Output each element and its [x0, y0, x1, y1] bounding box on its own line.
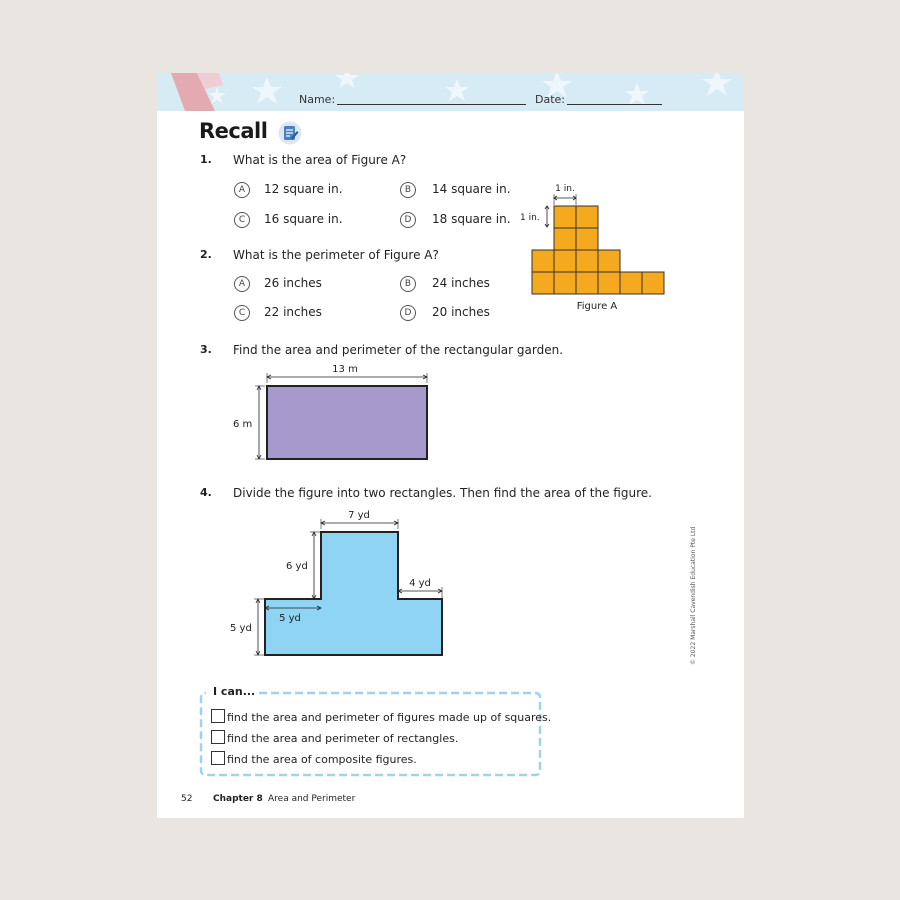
q2-option-a-bubble[interactable]: A	[234, 276, 250, 292]
q2-option-c-bubble[interactable]: C	[234, 305, 250, 321]
question-3-text: Find the area and perimeter of the rectangular garden.	[233, 343, 564, 357]
q1-option-a-text: 12 square in.	[264, 182, 343, 196]
figure-a-square	[576, 250, 598, 272]
figure-a-square	[554, 272, 576, 294]
figure-a-square	[598, 272, 620, 294]
composite-inner-label: 5 yd	[279, 613, 301, 624]
page-number: 52	[181, 794, 193, 804]
i-can-item-3: find the area of composite figures.	[227, 753, 417, 766]
figure-a-square	[576, 206, 598, 228]
figure-a-square	[642, 272, 664, 294]
q2-option-d-bubble[interactable]: D	[400, 305, 416, 321]
date-label: Date:	[535, 93, 565, 106]
question-4-text: Divide the figure into two rectangles. Then find the area of the figure.	[233, 486, 652, 500]
figure-a-square	[532, 250, 554, 272]
question-3-number: 3.	[200, 343, 212, 356]
worksheet-page	[157, 73, 744, 818]
i-can-checkbox-1[interactable]	[211, 709, 225, 723]
figure-a-square	[576, 272, 598, 294]
name-label: Name:	[299, 93, 336, 106]
composite-top-label: 7 yd	[348, 510, 370, 521]
section-title: Recall	[199, 119, 268, 143]
figure-a-caption: Figure A	[576, 301, 618, 312]
composite-figure	[225, 505, 455, 665]
q2-option-a-text: 26 inches	[264, 276, 322, 290]
chapter-title: Area and Perimeter	[268, 794, 356, 804]
garden-rectangle	[267, 386, 427, 459]
q1-option-b-text: 14 square in.	[432, 182, 511, 196]
figure-a-square	[598, 250, 620, 272]
composite-right-label: 4 yd	[409, 578, 431, 589]
figure-a-square	[532, 272, 554, 294]
i-can-item-2: find the area and perimeter of rectangles.	[227, 732, 459, 745]
q1-option-d-text: 18 square in.	[432, 212, 511, 226]
q2-option-b-text: 24 inches	[432, 276, 490, 290]
composite-left-lower-label: 5 yd	[230, 623, 252, 634]
composite-left-upper-label: 6 yd	[286, 561, 308, 572]
figure-a-grid	[532, 206, 664, 294]
figure-a	[517, 178, 667, 318]
figure-a-side-unit-label: 1 in.	[520, 213, 540, 223]
figure-a-square	[620, 272, 642, 294]
question-2-number: 2.	[200, 248, 212, 261]
q1-option-d-bubble[interactable]: D	[400, 212, 416, 228]
composite-shape	[265, 532, 442, 655]
i-can-item-1: find the area and perimeter of figures made up of squares.	[227, 711, 552, 724]
q2-option-c-text: 22 inches	[264, 305, 322, 319]
i-can-title: I can...	[213, 685, 256, 698]
question-4-number: 4.	[200, 486, 212, 499]
figure-a-square	[554, 228, 576, 250]
q2-option-d-text: 20 inches	[432, 305, 490, 319]
i-can-checkbox-2[interactable]	[211, 730, 225, 744]
notebook-icon	[278, 121, 302, 145]
figure-a-top-unit-label: 1 in.	[555, 184, 575, 194]
figure-a-square	[576, 228, 598, 250]
chapter-label: Chapter 8	[213, 794, 263, 804]
date-field[interactable]	[567, 104, 662, 105]
copyright-notice: © 2022 Marshall Cavendish Education Pte Ltd	[690, 526, 697, 665]
q1-option-b-bubble[interactable]: B	[400, 182, 416, 198]
garden-width-label: 13 m	[332, 364, 358, 375]
garden-height-label: 6 m	[233, 419, 253, 430]
question-2-text: What is the perimeter of Figure A?	[233, 248, 439, 262]
q1-option-c-bubble[interactable]: C	[234, 212, 250, 228]
figure-a-square	[554, 206, 576, 228]
question-1-number: 1.	[200, 153, 212, 166]
q1-option-a-bubble[interactable]: A	[234, 182, 250, 198]
q1-option-c-text: 16 square in.	[264, 212, 343, 226]
garden-figure	[225, 361, 445, 466]
figure-a-square	[554, 250, 576, 272]
question-1-text: What is the area of Figure A?	[233, 153, 407, 167]
q2-option-b-bubble[interactable]: B	[400, 276, 416, 292]
name-field[interactable]	[337, 104, 526, 105]
i-can-checkbox-3[interactable]	[211, 751, 225, 765]
header-banner	[157, 73, 744, 111]
